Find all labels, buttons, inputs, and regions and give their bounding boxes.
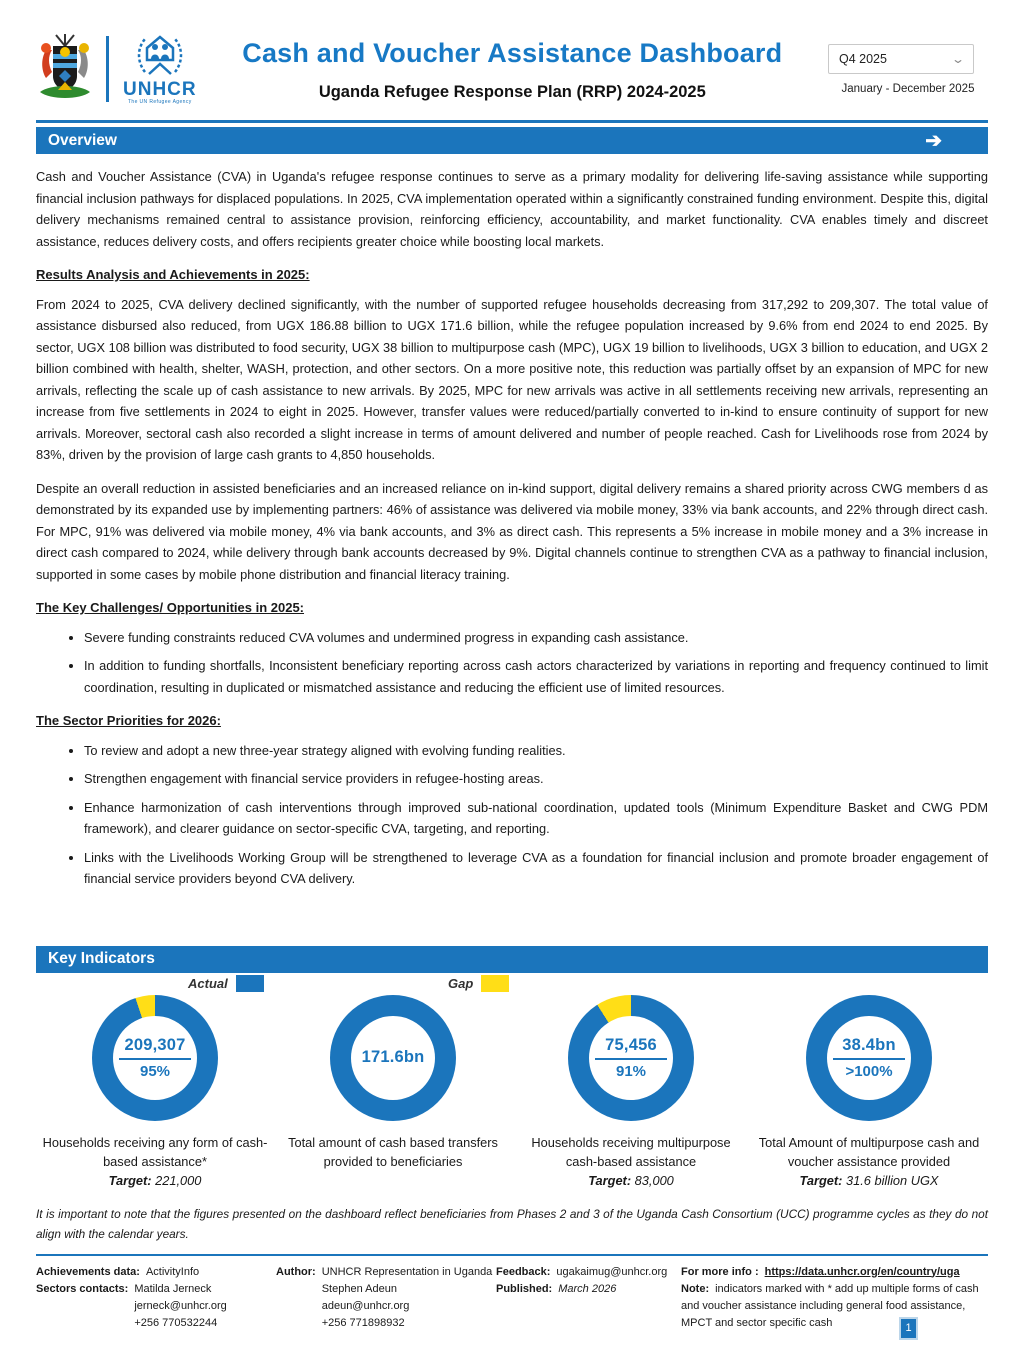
- contact-name: Stephen Adeun: [321, 1282, 397, 1295]
- footer-col-moreinfo: [681, 1264, 988, 1332]
- header-rule: [36, 120, 988, 123]
- legend-gap: [448, 975, 509, 992]
- moreinfo-link[interactable]: https://data.unhcr.org/en/country/uga: [764, 1265, 960, 1278]
- contact-email: adeun@unhcr.org: [321, 1299, 410, 1312]
- list-item: • Strengthen engagement with financial service providers in refugee-hosting areas.: [84, 768, 988, 790]
- target-label: Target:: [588, 1172, 632, 1188]
- donut-percent: 95%: [139, 1062, 171, 1080]
- indicator-label: Total Amount of multipurpose cash and voucher assistance provided: [758, 1134, 980, 1169]
- footer-col-author: [276, 1264, 496, 1332]
- achievements-label: Achievements data:: [36, 1265, 140, 1278]
- chevron-down-icon[interactable]: ⌄: [950, 52, 966, 66]
- digital-delivery-paragraph: Despite an overall reduction in assisted beneficiaries and an increased reliance on in-kind support, digital delivery remains a shared priority across CWG members d as demonstrated by its expanded use by implementing partners: 46% of assistance was delivered via mobile money, 33% via bank accounts, and 22% through direct cash. For MPC, 91% was delivered via mobile money, 4% via bank accounts, and 3% as direct cash. This represents a 5% increase in mobile money and a 3% increase in direct cash compared to 2024, while delivery through bank accounts decreased by 9%. Digital channels continue to strengthen CVA as a pathway to financial inclusion, supported in some cases by mobile phone distribution and financial literacy training.: [36, 480, 988, 582]
- indicator-total-cash-transfers: [274, 995, 512, 1188]
- target-label: Target:: [108, 1172, 152, 1188]
- note-label: Note:: [681, 1282, 710, 1295]
- donut-chart-households-cva: [92, 995, 218, 1121]
- overview-paragraph-1: Cash and Voucher Assistance (CVA) in Uganda's refugee response continues to serve as a primary modality for delivering life-saving assistance while supporting financial inclusion pathways for displaced populations. In 2025, CVA implementation operated within a significantly constrained funding environment. Despite this, digital delivery mechanisms remained central to assistance provision, reinforcing efficiency, accountability, and market functionality. CVA enables timely and discreet assistance, reduces delivery costs, and offers recipients greater choice while boosting local markets.: [36, 169, 988, 249]
- title-block: [197, 30, 828, 102]
- list-item: • Severe funding constraints reduced CVA volumes and undermined progress in expanding cash assistance.: [84, 627, 988, 649]
- list-item: • Links with the Livelihoods Working Group will be strengthened to leverage CVA as a foundation for financial inclusion and promote broader engagement of financial service providers beyond CVA delivery.: [84, 847, 988, 890]
- unhcr-wordmark: UNHCR: [123, 78, 197, 100]
- donut-value: 75,456: [605, 1035, 657, 1054]
- footer-col-achievements: [36, 1264, 276, 1332]
- indicator-total-mpc-amount: [750, 995, 988, 1188]
- contact-email: jerneck@unhcr.org: [134, 1299, 227, 1312]
- challenges-heading: The Key Challenges/ Opportunities in 2025:: [36, 600, 305, 615]
- author-label: Author:: [276, 1265, 316, 1278]
- feedback-label: Feedback:: [496, 1265, 551, 1278]
- contact-phone: +256 771898932: [321, 1316, 405, 1329]
- donut-center: [589, 1016, 673, 1100]
- note-value: indicators marked with * add up multiple forms of cash and voucher assistance including general food assistance, MPCT and sector specific cash: [681, 1282, 979, 1329]
- indicator-label: Households receiving any form of cash-based assistance*: [42, 1134, 268, 1169]
- key-indicators-bar: [36, 946, 988, 973]
- donut-row: [36, 983, 988, 1188]
- donut-percent: >100%: [845, 1062, 893, 1080]
- unhcr-logo-icon: [123, 34, 197, 105]
- page-title: Cash and Voucher Assistance Dashboard: [242, 38, 783, 68]
- target-value: 221,000: [155, 1172, 202, 1188]
- priorities-list: [84, 740, 988, 890]
- donut-chart-total-cash-transfers: [330, 995, 456, 1121]
- logo-divider: [106, 36, 109, 102]
- period-range-label: January - December 2025: [841, 83, 975, 95]
- contact-name: Matilda Jerneck: [134, 1282, 212, 1295]
- period-dropdown-value: Q4 2025: [839, 52, 887, 66]
- donut-value: 38.4bn: [842, 1035, 896, 1054]
- results-paragraph: From 2024 to 2025, CVA delivery declined significantly, with the number of supported refugee households decreasing from 317,292 to 209,307. The total value of assistance disbursed also reduced, from UGX 186.88 billion to UGX 171.6 billion, while the refugee population increased by 9.6% from end 2024 to end 2025. By sector, UGX 108 billion was distributed to food security, UGX 38 billion to multipurpose cash (MPC), UGX 19 billion to livelihoods, UGX 3 billion to education, and UGX 2 billion combined with health, shelter, WASH, protection, and other sectors. On a more positive note, this reduction was partially offset by an expansion of MPC for new arrivals, reflecting the scale up of cash assistance to new arrivals. By 2025, MPC for new arrivals was active in all settlements receiving new arrivals, representing an increase from five settlements in 2024 to eight in 2025. However, transfer values were reduced/partially converted to in-kind to ensure continuity of support for new arrivals. Moreover, sectoral cash also recorded a slight increase in terms of amount delivered and number of people reached. Cash for Livelihoods rose from 2024 by 83%, driven by the provision of large cash grants to 4,850 households.: [36, 296, 988, 462]
- period-dropdown[interactable]: [828, 44, 974, 74]
- gap-swatch: [481, 975, 509, 992]
- list-item: • Enhance harmonization of cash interventions through improved sub-national coordination, updated tools (Minimum Expenditure Basket and CWG PDM framework), and clearer guidance on sector-specific CVA, targeting, and reporting.: [84, 797, 988, 840]
- published-label: Published:: [496, 1282, 553, 1295]
- donut-percent: 91%: [615, 1062, 647, 1080]
- legend-gap-label: Gap: [448, 975, 474, 991]
- indicator-households-cva: [36, 995, 274, 1188]
- feedback-value: ugakaimug@unhcr.org: [556, 1265, 668, 1278]
- header-controls: [828, 30, 988, 95]
- fraction-divider: [119, 1058, 191, 1060]
- overview-section-title: Overview: [48, 131, 117, 149]
- page-subtitle: Uganda Refugee Response Plan (RRP) 2024-2025: [318, 83, 706, 101]
- achievements-value: ActivityInfo: [145, 1265, 200, 1278]
- target-value: 83,000: [634, 1172, 674, 1188]
- header: [36, 30, 988, 114]
- priorities-heading: The Sector Priorities for 2026:: [36, 713, 221, 728]
- indicator-label: Households receiving multipurpose cash-based assistance: [531, 1134, 731, 1169]
- donut-chart-households-mpc: [568, 995, 694, 1121]
- overview-body: [36, 166, 988, 890]
- key-indicators-title: Key Indicators: [48, 950, 155, 967]
- indicator-target: [588, 1173, 674, 1188]
- logo-group: [36, 30, 197, 108]
- page-number-badge: 1: [901, 1319, 916, 1338]
- overview-section-bar: [36, 127, 988, 154]
- footer: [36, 1254, 988, 1332]
- list-item: • To review and adopt a new three-year strategy aligned with evolving funding realities.: [84, 740, 988, 762]
- legend-actual-label: Actual: [188, 975, 228, 991]
- contact-phone: +256 770532244: [134, 1316, 218, 1329]
- moreinfo-label: For more info :: [681, 1265, 759, 1278]
- indicator-target: [800, 1173, 939, 1188]
- footer-col-feedback: [496, 1264, 681, 1332]
- indicator-households-mpc: [512, 995, 750, 1188]
- results-heading: Results Analysis and Achievements in 2025:: [36, 267, 310, 282]
- challenges-list: [84, 627, 988, 699]
- donut-value: 209,307: [124, 1035, 186, 1054]
- arrow-right-icon[interactable]: ➔: [925, 130, 942, 152]
- donut-value: 171.6bn: [361, 1048, 425, 1066]
- target-label: Target:: [799, 1172, 843, 1188]
- fraction-divider: [595, 1058, 667, 1060]
- uganda-coat-of-arms-icon: [36, 32, 94, 106]
- indicator-label: Total amount of cash based transfers provided to beneficiaries: [288, 1134, 498, 1169]
- author-value: UNHCR Representation in Uganda: [321, 1265, 493, 1278]
- fraction-divider: [833, 1058, 905, 1060]
- key-indicators-section: [36, 946, 988, 1244]
- dashboard-footnote: It is important to note that the figures presented on the dashboard reflect beneficiaries from Phases 2 and 3 of the Uganda Cash Consortium (UCC) programme cycles as they do not align with the calendar years.: [36, 1206, 988, 1241]
- legend-actual: [188, 975, 264, 992]
- list-item: • In addition to funding shortfalls, Inconsistent beneficiary reporting across cash actors characterized by variations in reporting and frequency continued to limit coordination, resulting in duplicated or mismatched assistance and reducing the efficient use of limited resources.: [84, 655, 988, 698]
- key-indicators-body: [36, 973, 988, 1244]
- published-value: March 2026: [558, 1282, 617, 1295]
- donut-center: [113, 1016, 197, 1100]
- actual-swatch: [236, 975, 264, 992]
- target-value: 31.6 billion UGX: [845, 1172, 939, 1188]
- sectors-contacts-label: Sectors contacts:: [36, 1282, 129, 1295]
- donut-chart-total-mpc-amount: [806, 995, 932, 1121]
- donut-center: [827, 1016, 911, 1100]
- indicator-target: [109, 1173, 202, 1188]
- donut-center: [351, 1016, 435, 1100]
- unhcr-tagline: The UN Refugee Agency: [127, 98, 192, 105]
